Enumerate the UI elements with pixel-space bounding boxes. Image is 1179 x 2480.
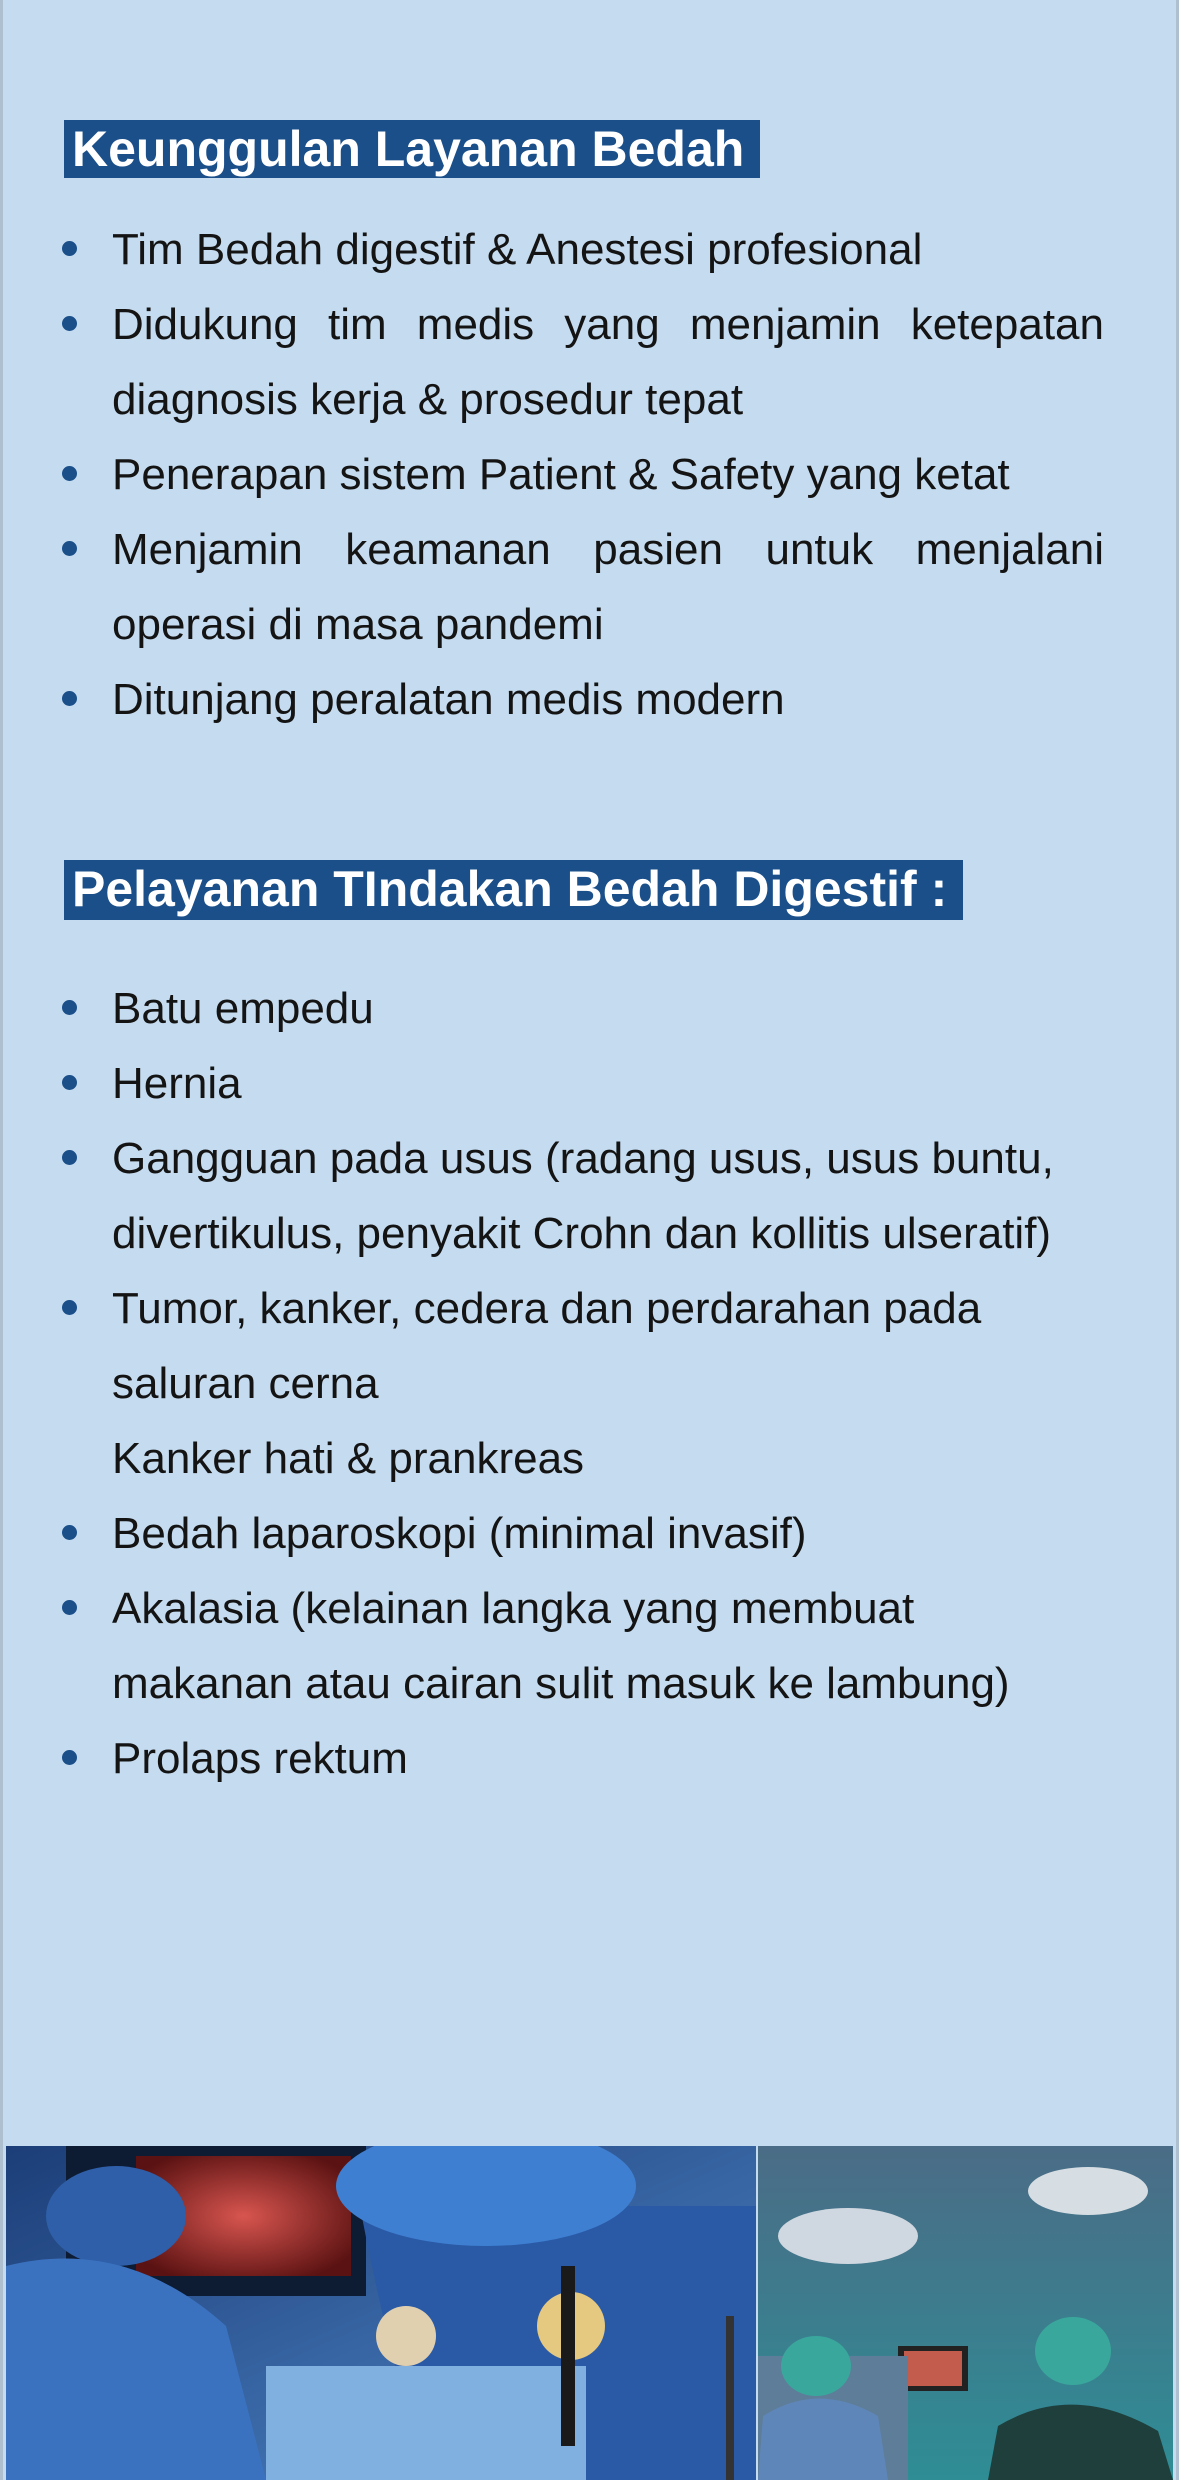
list-item: Prolaps rektum — [62, 1721, 1104, 1796]
section-title-pelayanan: Pelayanan TIndakan Bedah Digestif : — [64, 860, 963, 920]
bullet-dot-icon — [62, 691, 77, 706]
list-item-continuation: Kanker hati & prankreas — [112, 1434, 585, 1483]
pelayanan-list — [62, 971, 1104, 1796]
list-item: Tim Bedah digestif & Anestesi profesional — [62, 212, 1104, 287]
list-item: Batu empedu — [62, 971, 1104, 1046]
keunggulan-list — [62, 212, 1104, 737]
list-item: Hernia — [62, 1046, 1104, 1121]
bullet-dot-icon — [62, 1525, 77, 1540]
bullet-dot-icon — [62, 1300, 77, 1315]
surgery-team-photo — [6, 2146, 756, 2480]
bullet-dot-icon — [62, 1600, 77, 1615]
list-item: Didukung tim medis yang menjamin ketepatan diagnosis kerja & prosedur tepat — [62, 287, 1104, 437]
list-item: Gangguan pada usus (radang usus, usus buntu, divertikulus, penyakit Crohn dan kollitis ulseratif) — [62, 1121, 1104, 1271]
bullet-dot-icon — [62, 316, 77, 331]
list-item: Tumor, kanker, cedera dan perdarahan pada saluran cerna — [62, 1271, 1104, 1421]
bullet-dot-icon — [62, 1750, 77, 1765]
list-item: Menjamin keamanan pasien untuk menjalani operasi di masa pandemi — [62, 512, 1104, 662]
list-item: Akalasia (kelainan langka yang membuat makanan atau cairan sulit masuk ke lambung) — [62, 1571, 1104, 1721]
section-title-keunggulan: Keunggulan Layanan Bedah — [64, 120, 760, 178]
list-item: Ditunjang peralatan medis modern — [62, 662, 1104, 737]
bullet-dot-icon — [62, 1000, 77, 1015]
bullet-dot-icon — [62, 1150, 77, 1165]
surgery-photo-strip — [6, 2146, 1173, 2480]
bullet-dot-icon — [62, 1075, 77, 1090]
bullet-dot-icon — [62, 466, 77, 481]
list-item: Penerapan sistem Patient & Safety yang ketat — [62, 437, 1104, 512]
list-item: Bedah laparoskopi (minimal invasif) — [62, 1496, 1104, 1571]
operating-room-photo — [758, 2146, 1173, 2480]
bullet-dot-icon — [62, 241, 77, 256]
bullet-dot-icon — [62, 541, 77, 556]
